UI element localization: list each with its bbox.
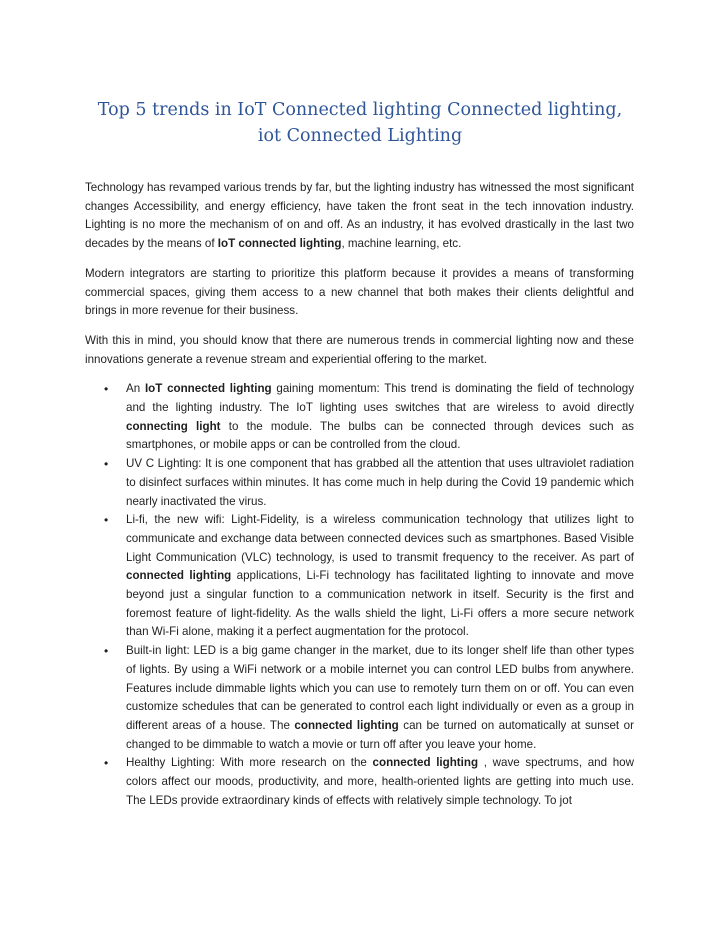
bullet-icon: • [104, 457, 109, 472]
bold-link-text: IoT connected lighting [144, 382, 272, 396]
list-item-healthy [85, 754, 634, 810]
list-item-iot [85, 380, 634, 455]
document-body [85, 179, 634, 811]
list-item-uvc [85, 455, 634, 511]
list-text: An [126, 382, 145, 396]
list-item-lifi [85, 511, 634, 642]
list-text: gaining momentum: This trend is dominating the field of technology and the lighting industry. The IoT lighting uses switches that are wireless to avoid directly [126, 382, 634, 415]
paragraph-text: Technology has revamped various trends by far, but the lighting industry has witnessed the most significant changes Accessibility, and energy efficiency, have taken the front seat in the tech innovation industry. Lighting is no more the mechanism of on and off. As an industry, it has evolved drastically in the last two decades by the means of [85, 181, 634, 251]
bullet-icon: • [104, 644, 109, 659]
list-item-built-in [85, 642, 634, 754]
bold-link-text: connected lighting [126, 569, 232, 583]
document-title: Top 5 trends in IoT Connected lighting Connected lighting, iot Connected Lighting [97, 100, 623, 146]
paragraph-text: , machine learning, etc. [341, 237, 462, 251]
list-text: Built-in light: LED is a big game changer in the market, due to its longer shelf life than other types of lights. By using a WiFi network or a mobile internet you can control LED bulbs from anywhere. Features include dimmable lights which you can use to remotely turn them on or off. You can even customize schedules that can be generated to control each light individually or even as a group in different areas of a house. The [126, 644, 634, 732]
bold-link-text: connecting light [126, 419, 221, 433]
list-text: , wave spectrums, and how colors affect our moods, productivity, and more, health-oriented lights are getting into much use. The LEDs provide extraordinary kinds of effects with relatively simple technology. To jot [126, 756, 634, 807]
paragraph-intro [85, 179, 634, 254]
list-text: to the module. The bulbs can be connected through devices such as smartphones, or mobile apps or can be controlled from the cloud. [126, 419, 634, 452]
paragraph-trends: With this in mind, you should know that there are numerous trends in commercial lighting now and these innovations generate a revenue stream and experiential offering to the market. [85, 333, 634, 366]
bullet-icon: • [104, 756, 109, 771]
list-text: Li-fi, the new wifi: Light-Fidelity, is a wireless communication technology that utilizes light to communicate and exchange data between connected devices such as smartphones. Based Visible Light Communication (VLC) technology, is used to transmit frequency to the receiver. As part of [126, 513, 634, 564]
trends-list [85, 380, 634, 810]
bold-link-text: connected lighting [294, 718, 399, 732]
paragraph-integrators: Modern integrators are starting to prioritize this platform because it provides a means of transforming commercial spaces, giving them access to a new channel that both makes their clients delightful and brings in more revenue for their business. [85, 266, 634, 318]
bold-link-text: IoT connected lighting [217, 237, 342, 251]
bullet-icon: • [104, 382, 109, 397]
list-text: UV C Lighting: It is one component that has grabbed all the attention that uses ultraviolet radiation to disinfect surfaces within minutes. It has come much in help during the Covid 19 pandemic which nearly inactivated the virus. [126, 457, 634, 508]
list-text: can be turned on automatically at sunset or changed to be dimmable to watch a movie or turn off after you leave your home. [126, 718, 634, 751]
bold-link-text: connected lighting [372, 756, 479, 770]
list-text: applications, Li-Fi technology has facilitated lighting to innovate and move beyond just a singular function to a communication network in itself. Security is the first and foremost feature of light-fidelity. As the walls shield the light, Li-Fi offers a more secure network than Wi-Fi alone, making it a perfect augmentation for the protocol. [126, 569, 635, 639]
list-text: Healthy Lighting: With more research on the [126, 756, 373, 770]
bullet-icon: • [104, 513, 109, 528]
